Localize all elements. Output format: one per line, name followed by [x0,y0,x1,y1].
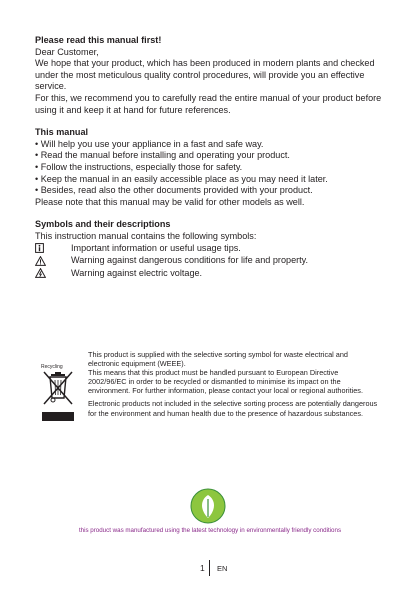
manual-page-body [35,35,390,280]
eco-leaf-logo-icon [190,488,226,524]
weee-text [88,350,378,418]
symbol-row-electric [35,268,390,281]
manual-bullet: • Follow the instructions, especially those for safety. [35,161,243,172]
intro-paragraph-1: We hope that your product, which has been produced in modern plants and checked under the most meticulous quality control procedures, will provide you an effective service. [35,58,375,92]
manual-bullet: • Read the manual before installing and operating your product. [35,150,290,161]
manual-bullet: • Keep the manual in an easily accessible place as you may need it later. [35,173,328,184]
weee-paragraph-2: This means that this product must be handled pursuant to European Directive 2002/96/EC in order to be recycled or dismantled to minimise its impact on the environment. For further information, please contact your local or regional authorities. [88,368,363,396]
svg-text:Recycling: Recycling [41,364,63,370]
intro-paragraph-2: For this, we recommend you to carefully read the entire manual of your product before using it and keep it at hand for future references. [35,92,382,115]
symbol-description: Warning against electric voltage. [71,267,203,278]
symbol-row-info [35,243,390,256]
symbol-row-warning [35,255,390,268]
this-manual-heading: This manual [35,127,89,138]
electric-warning-icon [35,268,71,280]
footer-divider [209,560,210,576]
eco-statement: this product was manufactured using the latest technology in environmentally friendly conditions [78,527,342,534]
page-number: 1 [200,563,205,573]
symbols-heading: Symbols and their descriptions [35,219,171,230]
symbol-description: Warning against dangerous conditions for life and property. [71,255,309,265]
greeting: Dear Customer, [35,46,99,57]
manual-validity-note: Please note that this manual may be valid for other models as well. [35,196,305,207]
language-code: EN [217,564,228,573]
crossed-out-bin-icon [38,360,78,438]
weee-paragraph-1: This product is supplied with the selective sorting symbol for waste electrical and electronic equipment (WEEE). [88,350,348,369]
symbols-intro: This instruction manual contains the following symbols: [35,230,257,241]
symbol-description: Important information or useful usage tips. [71,242,241,253]
info-icon [35,243,71,255]
intro-heading: Please read this manual first! [35,35,162,45]
manual-bullet: • Will help you use your appliance in a fast and safe way. [35,138,264,149]
manual-bullet: • Besides, read also the other documents provided with your product. [35,185,313,196]
weee-paragraph-3: Electronic products not included in the selective sorting process are potentially dangerous for the environment and human health due to the presence of hazardous substances. [88,399,378,418]
warning-triangle-icon [35,255,71,267]
